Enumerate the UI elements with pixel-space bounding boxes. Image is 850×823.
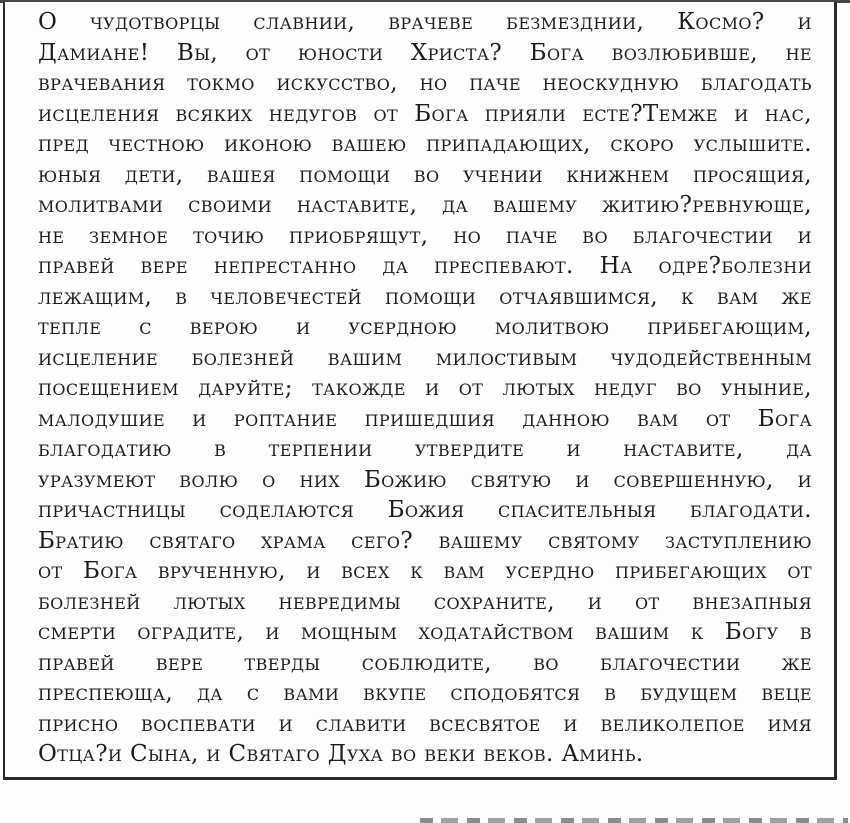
text-line: Братию святаго храма сего? вашему святому заступлению (38, 527, 812, 554)
text-line: посещением даруйте; такожде и от лютых недуг во уныние, (38, 375, 812, 401)
text-line: присно воспевати и славити всесвятое и великолепое имя (38, 710, 812, 737)
text-line: врачевания токмо искусство, но паче неоскудную благодать (38, 70, 812, 96)
text-line: Отца?и Сына, и Святаго Духа во веки веков. Аминь. (38, 741, 644, 767)
text-line: пред честною иконою вашею припадающих, скоро услышите. (38, 131, 812, 157)
text-line: преспеюща, да с вами вкупе сподобятся в будущем веце (38, 680, 812, 706)
text-line: причастницы соделаются Божия спасительныя благодати. (38, 497, 812, 523)
text-line: малодушие и роптание пришедшия данною вам от Бога (38, 405, 812, 432)
text-line: правей вере тверды соблюдите, во благочестии же (38, 649, 812, 676)
text-line: не земное точию приобрящут, но паче во благочестии и (38, 222, 812, 249)
cut-off-text-fragment (420, 818, 848, 823)
text-line: правей вере непрестанно да преспевают. На одре?болезни (38, 253, 812, 279)
prayer-text-frame (3, 2, 837, 780)
text-line: О чудотворцы славнии, врачеве безмезднии, Космо? и (38, 9, 812, 35)
text-line: молитвами своими наставите, да вашему житию?ревнующе, (38, 192, 812, 218)
text-line: исцеление болезней вашим милостивым чудодейственным (38, 344, 812, 371)
text-line: благодатию в терпении утвердите и наставите, да (38, 436, 812, 462)
text-line: смерти оградите, и мощным ходатайством вашим к Богу в (38, 619, 812, 645)
text-line: болезней лютых невредимы сохраните, и от внезапныя (38, 588, 812, 615)
text-line: тепле с верою и усердною молитвою прибегающим, (38, 314, 812, 340)
text-line: Дамиане! Вы, от юности Христа? Бога возлюбивше, не (38, 39, 812, 66)
text-line: исцеления всяких недугов от Бога прияли есте?Темже и нас, (38, 100, 812, 127)
text-line: уразумеют волю о них Божию святую и совершенную, и (38, 466, 812, 493)
text-line: от Бога врученную, и всех к вам усердно прибегающих от (38, 558, 812, 584)
text-line: юныя дети, вашея помощи во учении книжнем просящия, (38, 161, 812, 188)
text-line: лежащим, в человечестей помощи отчаявшимся, к вам же (38, 283, 812, 310)
prayer-text-block (38, 7, 812, 770)
